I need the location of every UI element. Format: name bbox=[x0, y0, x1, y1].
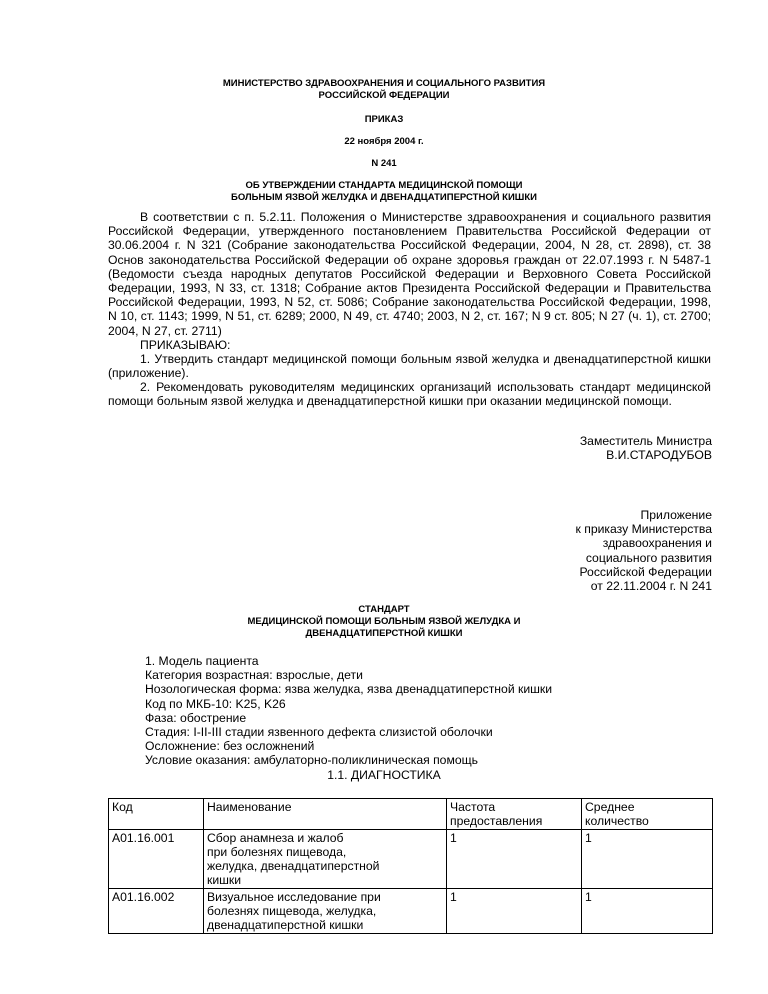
appendix-line-2: к приказу Министерства bbox=[575, 522, 712, 537]
signature-position: Заместитель Министра bbox=[579, 434, 712, 448]
cell-name: Визуальное исследование при болезнях пищевода, желудка, двенадцатиперстной кишки bbox=[204, 889, 447, 934]
standard-title-line-3: ДВЕНАДЦАТИПЕРСТНОЙ КИШКИ bbox=[305, 628, 463, 639]
doc-date: 22 ноября 2004 г. bbox=[344, 136, 424, 147]
preamble-paragraph: В соответствии с п. 5.2.11. Положения о Министерстве здравоохранения и социального развития Российской Федерации, утвержденного постановлением Правительства Российской Федерации от 30.06.2004 г. N 321 (Собрание законодательства Российской Федерации, 2004, N 28, ст. 2898), ст. 38 Основ законодательства Российской Федерации об охране здоровья граждан от 22.07.1993 г. N 5487-1 (Ведомости съезда народных депутатов Российской Федерации и Верховного Совета Российской Федерации, 1993, N 33, ст. 1318; Собрание актов Президента Российской Федерации и Правительства Российской Федерации, 1993, N 52, ст. 5086; Собрание законодательства Российской Федерации, 1998, N 10, ст. 1143; 1999, N 51, ст. 6289; 2000, N 49, ст. 4740; 2003, N 2, ст. 167; N 9 ст. 805; N 27 (ч. 1), ст. 2700; 2004, N 27, ст. 2711) bbox=[108, 210, 711, 338]
diagnostics-table bbox=[108, 798, 713, 934]
doc-title-line-2: БОЛЬНЫМ ЯЗВОЙ ЖЕЛУДКА И ДВЕНАДЦАТИПЕРСТНОЙ КИШКИ bbox=[231, 192, 537, 203]
header-code: Код bbox=[109, 799, 204, 830]
standard-title-line-2: МЕДИЦИНСКОЙ ПОМОЩИ БОЛЬНЫМ ЯЗВОЙ ЖЕЛУДКА И bbox=[247, 616, 521, 627]
doc-type: ПРИКАЗ bbox=[364, 114, 404, 125]
doc-title-line-1: ОБ УТВЕРЖДЕНИИ СТАНДАРТА МЕДИЦИНСКОЙ ПОМОЩИ bbox=[245, 180, 523, 191]
patient-nosology: Нозологическая форма: язва желудка, язва двенадцатиперстной кишки bbox=[145, 682, 553, 697]
appendix-line-6: от 22.11.2004 г. N 241 bbox=[590, 579, 712, 594]
cell-code: A01.16.001 bbox=[109, 830, 204, 889]
appendix-line-5: Российской Федерации bbox=[579, 564, 712, 579]
doc-number: N 241 bbox=[371, 158, 397, 169]
signature-block bbox=[580, 434, 712, 462]
header-name: Наименование bbox=[204, 799, 447, 830]
table-header-row bbox=[109, 799, 713, 830]
table-row bbox=[109, 830, 713, 889]
order-item-1: 1. Утвердить стандарт медицинской помощи больным язвой желудка и двенадцатиперстной кишки (приложение). bbox=[108, 352, 711, 381]
cell-name: Сбор анамнеза и жалоб при болезнях пищевода, желудка, двенадцатиперстной кишки bbox=[204, 830, 447, 889]
appendix-line-4: социального развития bbox=[585, 550, 712, 565]
ministry-line-1: МИНИСТЕРСТВО ЗДРАВООХРАНЕНИЯ И СОЦИАЛЬНОГО РАЗВИТИЯ bbox=[222, 78, 546, 89]
header-frequency: Частота предоставления bbox=[447, 799, 582, 830]
order-item-2: 2. Рекомендовать руководителям медицинских организаций использовать стандарт медицинской помощи больным язвой желудка и двенадцатиперстной кишки при оказании медицинской помощи. bbox=[108, 380, 711, 409]
cell-code: A01.16.002 bbox=[109, 889, 204, 934]
patient-model-list bbox=[145, 654, 552, 768]
cell-frequency: 1 bbox=[447, 889, 582, 934]
patient-icd: Код по МКБ-10: K25, K26 bbox=[145, 696, 286, 711]
appendix-line-3: здравоохранения и bbox=[602, 536, 712, 551]
patient-complication: Осложнение: без осложнений bbox=[145, 739, 315, 754]
appendix-block bbox=[576, 508, 712, 593]
diagnostics-heading: 1.1. ДИАГНОСТИКА bbox=[327, 768, 441, 782]
appendix-line-1: Приложение bbox=[640, 508, 712, 522]
patient-phase: Фаза: обострение bbox=[145, 710, 247, 725]
table-row bbox=[109, 889, 713, 934]
cell-average: 1 bbox=[582, 889, 713, 934]
cell-average: 1 bbox=[582, 830, 713, 889]
patient-condition: Условие оказания: амбулаторно-поликлиническая помощь bbox=[145, 753, 478, 768]
cell-frequency: 1 bbox=[447, 830, 582, 889]
standard-title-line-1: СТАНДАРТ bbox=[358, 604, 410, 615]
header-average: Среднее количество bbox=[582, 799, 713, 830]
order-word: ПРИКАЗЫВАЮ: bbox=[140, 338, 231, 352]
patient-stage: Стадия: I-II-III стадии язвенного дефекта слизистой оболочки bbox=[145, 725, 493, 740]
patient-category: Категория возрастная: взрослые, дети bbox=[145, 668, 363, 683]
patient-model-heading: 1. Модель пациента bbox=[145, 654, 259, 668]
signature-name: В.И.СТАРОДУБОВ bbox=[606, 448, 712, 463]
ministry-line-2: РОССИЙСКОЙ ФЕДЕРАЦИИ bbox=[318, 90, 450, 101]
